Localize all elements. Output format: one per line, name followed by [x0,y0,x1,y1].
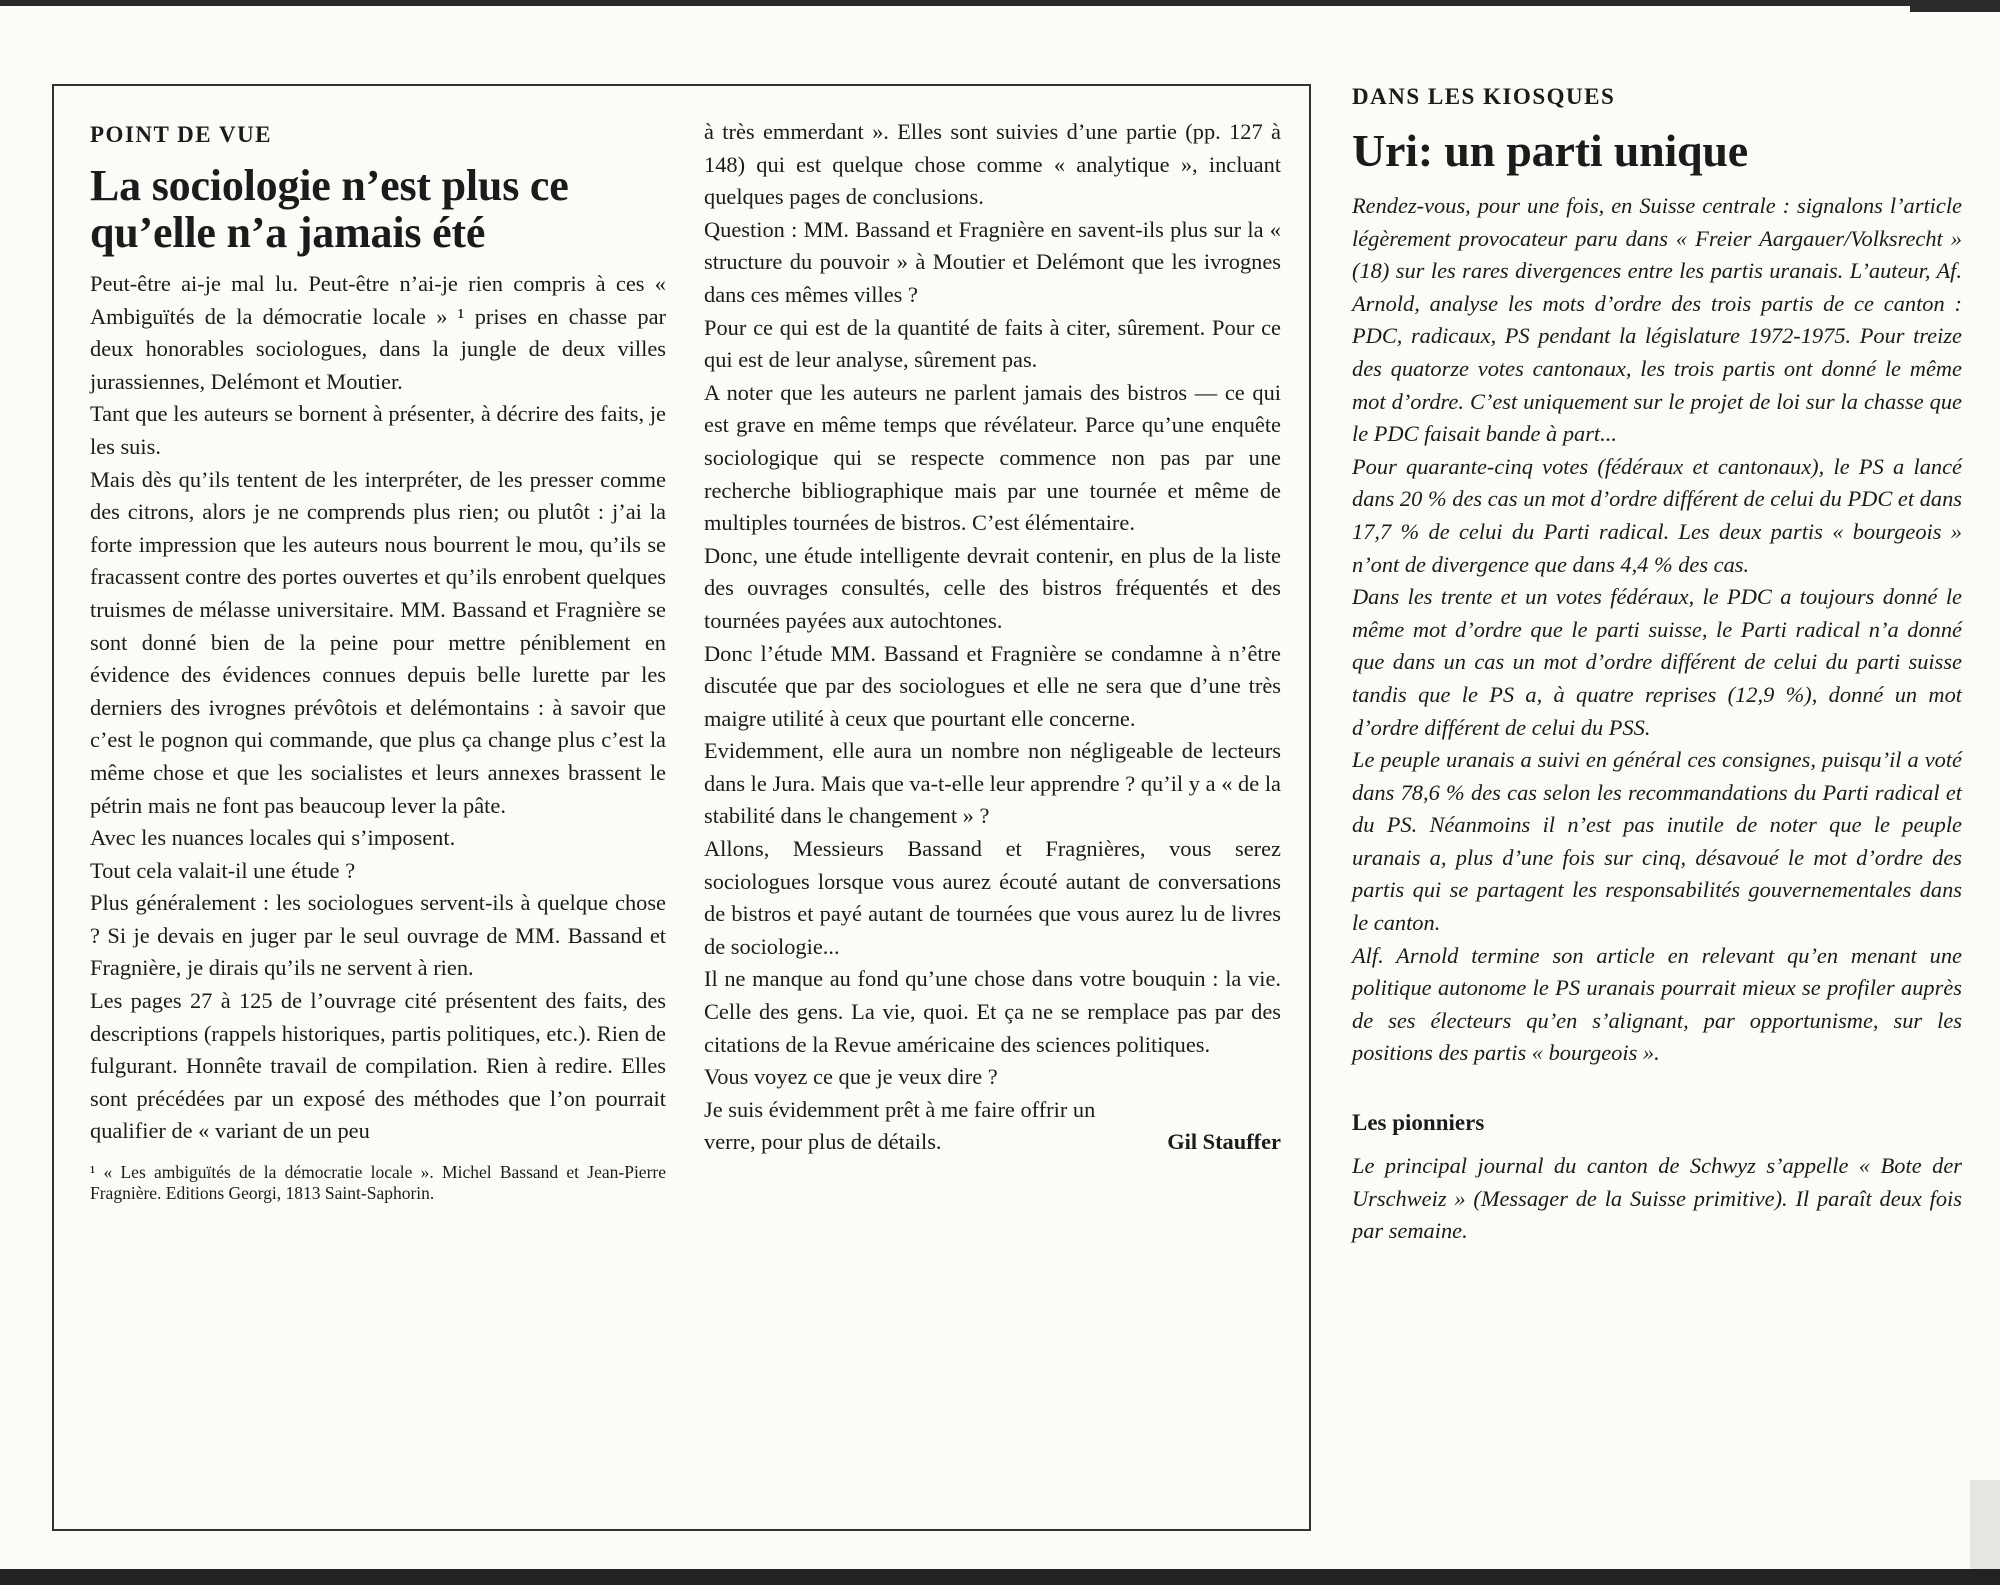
article-body-col1 [90,268,666,1148]
article-body-col2 [704,116,1281,1159]
paragraph: Peut-être ai-je mal lu. Peut-être n’ai-je rien compris à ces « Ambiguïtés de la démocratie locale » ¹ prises en chasse par deux honorables sociologues, dans la jungle de deux villes jurassiennes, Delémont et Moutier. [90,271,666,394]
paragraph: Le peuple uranais a suivi en général ces consignes, puisqu’il a voté dans 78,6 % des cas selon les recommandations du Parti radical et du PS. Néanmoins il n’est pas inutile de noter que le peuple uranais a, plus d’une fois sur cinq, désavoué le mot d’ordre des partis qui se partagent les responsabilités gouvernementales dans le canton. [1352,747,1962,936]
paragraph: A noter que les auteurs ne parlent jamais des bistros — ce qui est grave en même temps que révélateur. Parce qu’une enquête sociologique qui se respecte commence non pas par une recherche bibliographique mais par une tournée et même de multiples tournées de bistros. C’est élémentaire. [704,379,1281,536]
paragraph: Vous voyez ce que je veux dire ? [704,1064,998,1090]
page-bottom-edge [0,1569,2000,1585]
paragraph: Rendez-vous, pour une fois, en Suisse centrale : signalons l’article légèrement provocateur paru dans « Freier Aargauer/Volksrecht » (18) sur les rares divergences entre les partis uranais. L’auteur, Af. Arnold, analyse les mots d’ordre des trois partis de ce canton : PDC, radicaux, PS pendant la législature 1972-1975. Pour treize des quatorze votes cantonaux, les trois partis ont donné le même mot d’ordre. C’est uniquement sur le projet de loi sur la chasse que le PDC faisait bande à part... [1352,193,1962,447]
author-signature: Gil Stauffer [1167,1129,1281,1155]
paragraph: Avec les nuances locales qui s’imposent. [90,825,456,851]
closing-line [704,1126,1281,1159]
article-body [1352,190,1962,1070]
point-de-vue-article-box [52,84,1311,1531]
closing-text: verre, pour plus de détails. [704,1129,942,1155]
section-kicker: POINT DE VUE [90,122,273,147]
paragraph: Evidemment, elle aura un nombre non négligeable de lecteurs dans le Jura. Mais que va-t-elle leur apprendre ? qu’il y a « de la stabilité dans le changement » ? [704,738,1281,829]
subheading: Les pionniers [1352,1110,1485,1136]
paragraph: Le principal journal du canton de Schwyz s’appelle « Bote der Urschweiz » (Messager de la Suisse primitive). Il paraît deux fois par semaine. [1352,1153,1962,1244]
paragraph: Je suis évidemment prêt à me faire offrir un [704,1096,1096,1122]
paragraph: Mais dès qu’ils tentent de les interpréter, de les presser comme des citrons, alors je ne comprends plus rien; ou plutôt : j’ai la forte impression que les auteurs nous bourrent le mou, qu’ils se fracassent contre des portes ouvertes et qu’ils enrobent quelques truismes de mélasse universitaire. MM. Bassand et Fragnière se sont donné bien de la peine pour mettre péniblement en évidence des évidences connues depuis belle lurette par les derniers des ivrognes prévôtois et delémontains : à savoir que c’est le pognon qui commande, que plus ça change plus c’est la même chose et que les socialistes et leurs annexes brassent le pétrin mais ne font pas beaucoup lever la pâte. [90,466,666,818]
paragraph: Donc l’étude MM. Bassand et Fragnière se condamne à n’être discutée que par des sociologues et elle ne sera que d’une très maigre utilité à ceux que pourtant elle concerne. [704,640,1281,731]
paragraph: Question : MM. Bassand et Fragnière en savent-ils plus sur la « structure du pouvoir » à Moutier et Delémont que les ivrognes dans ces mêmes villes ? [704,216,1281,307]
page-top-edge [0,0,2000,6]
article-title: Uri: un parti unique [1352,125,1749,176]
paragraph: Il ne manque au fond qu’une chose dans votre bouquin : la vie. Celle des gens. La vie, quoi. Et ça ne se remplace pas par des citations de la Revue américaine des sciences politiques. [704,966,1281,1057]
article-column-2 [704,116,1281,1159]
footnote: ¹ « Les ambiguïtés de la démocratie locale ». Michel Bassand et Jean-Pierre Fragnière. Editions Georgi, 1813 Saint-Saphorin. [90,1162,666,1204]
paragraph: Pour ce qui est de la quantité de faits à citer, sûrement. Pour ce qui est de leur analyse, sûrement pas. [704,314,1281,373]
page-top-edge-right [1910,0,2000,12]
paragraph: Tant que les auteurs se bornent à présenter, à décrire des faits, je les suis. [90,401,666,459]
paragraph: Les pages 27 à 125 de l’ouvrage cité présentent des faits, des descriptions (rappels historiques, partis politiques, etc.). Rien de fulgurant. Honnête travail de compilation. Rien à redire. Elles sont précédées par un exposé des méthodes que l’on pourrait qualifier de « variant de un peu [90,988,666,1144]
paragraph: Pour quarante-cinq votes (fédéraux et cantonaux), le PS a lancé dans 20 % des cas un mot d’ordre différent de celui du PDC et dans 17,7 % de celui du Parti radical. Les deux partis « bourgeois » n’ont de divergence que dans 4,4 % des cas. [1352,453,1962,577]
kiosque-article [1352,80,1962,1248]
paragraph: Plus généralement : les sociologues servent-ils à quelque chose ? Si je devais en juger par le seul ouvrage de MM. Bassand et Fragnière, je dirais qu’ils ne servent à rien. [90,890,666,981]
paragraph: Donc, une étude intelligente devrait contenir, en plus de la liste des ouvrages consultés, celle des bistros fréquentés et des tournées payées aux autochtones. [704,542,1281,633]
paragraph: à très emmerdant ». Elles sont suivies d’une partie (pp. 127 à 148) qui est quelque chose comme « analytique », incluant quelques pages de conclusions. [704,119,1281,210]
paragraph: Allons, Messieurs Bassand et Fragnières, vous serez sociologues lorsque vous aurez écouté autant de conversations de bistros et payé autant de tournées que vous aurez lu de livres de sociologie... [704,836,1281,959]
paragraph: Alf. Arnold termine son article en relevant qu’en menant une politique autonome le PS uranais pourrait mieux se profiler auprès de ses électeurs qu’en s’alignant, par opportunisme, sur les positions des partis « bourgeois ». [1352,942,1962,1066]
paragraph: Tout cela valait-il une étude ? [90,857,356,883]
article-column-1 [90,116,666,1204]
subsection-body [1352,1150,1962,1248]
paragraph: Dans les trente et un votes fédéraux, le PDC a toujours donné le même mot d’ordre que le parti suisse, le Parti radical n’a donné que dans un cas un mot d’ordre différent de celui du parti suisse tandis que le PS a, à quatre reprises (12,9 %), donné un mot d’ordre différent de celui du PSS. [1352,584,1962,740]
section-kicker: DANS LES KIOSQUES [1352,84,1616,109]
article-title: La sociologie n’est plus ce qu’elle n’a jamais été [90,161,569,257]
